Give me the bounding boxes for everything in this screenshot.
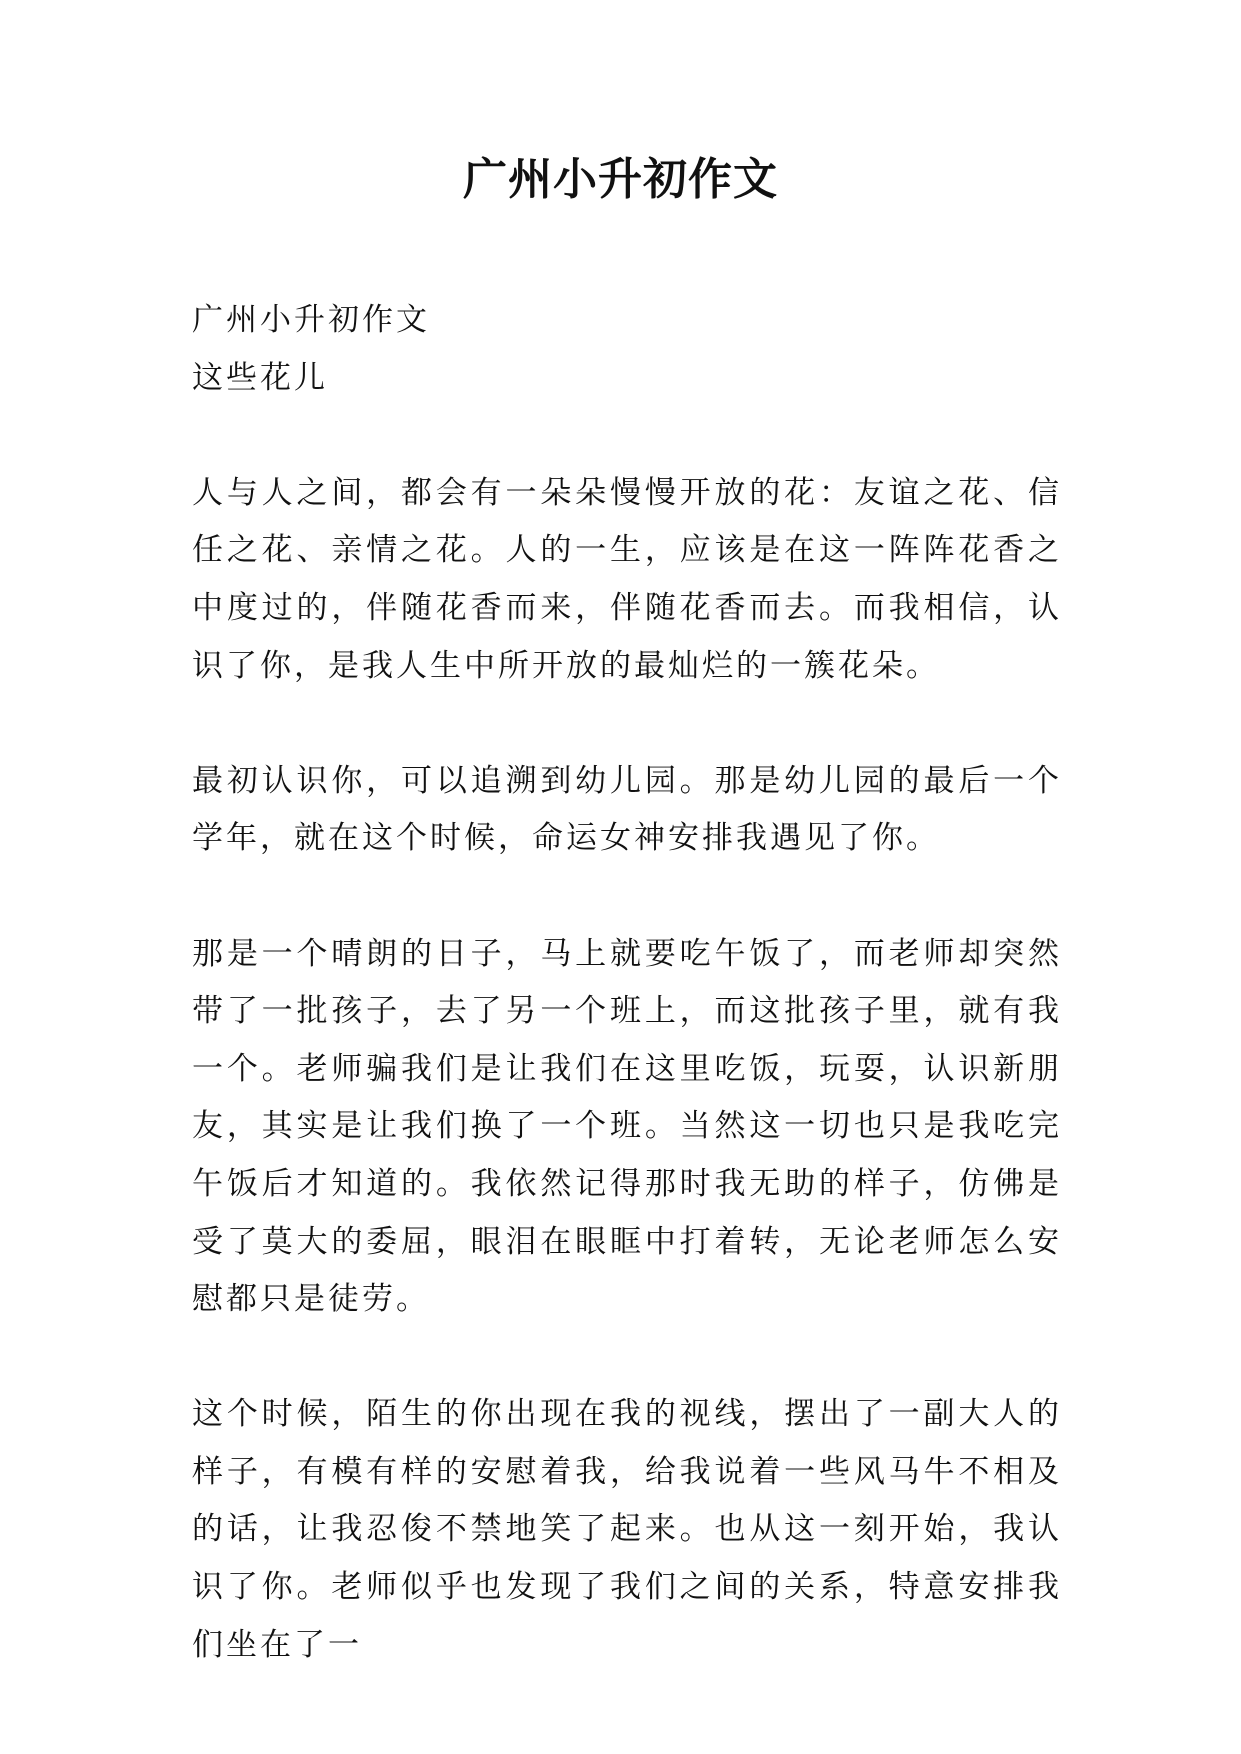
document-title: 广州小升初作文	[463, 154, 778, 205]
paragraph-1: 人与人之间，都会有一朵朵慢慢开放的花：友谊之花、信任之花、亲情之花。人的一生，应该是在这一阵阵花香之中度过的，伴随花香而来，伴随花香而去。而我相信，认识了你，是我人生中所开放的最灿烂的一簇花朵。	[192, 474, 1062, 684]
paragraph-3: 那是一个晴朗的日子，马上就要吃午饭了，而老师却突然带了一批孩子，去了另一个班上，而这批孩子里，就有我一个。老师骗我们是让我们在这里吃饭，玩耍，认识新朋友，其实是让我们换了一个班。当然这一切也只是我吃完午饭后才知道的。我依然记得那时我无助的样子，仿佛是受了莫大的委屈，眼泪在眼眶中打着转，无论老师怎么安慰都只是徒劳。	[192, 935, 1062, 1318]
subtitle-line: 广州小升初作文	[192, 302, 430, 338]
paragraph-4: 这个时候，陌生的你出现在我的视线，摆出了一副大人的样子，有模有样的安慰着我，给我说着一些风马牛不相及的话，让我忍俊不禁地笑了起来。也从这一刻开始，我认识了你。老师似乎也发现了我们之间的关系，特意安排我们坐在了一	[192, 1396, 1062, 1663]
document-body	[192, 292, 1062, 1674]
essay-title-line: 这些花儿	[192, 359, 328, 396]
paragraph-2: 最初认识你，可以追溯到幼儿园。那是幼儿园的最后一个学年，就在这个时候，命运女神安排我遇见了你。	[192, 762, 1062, 857]
